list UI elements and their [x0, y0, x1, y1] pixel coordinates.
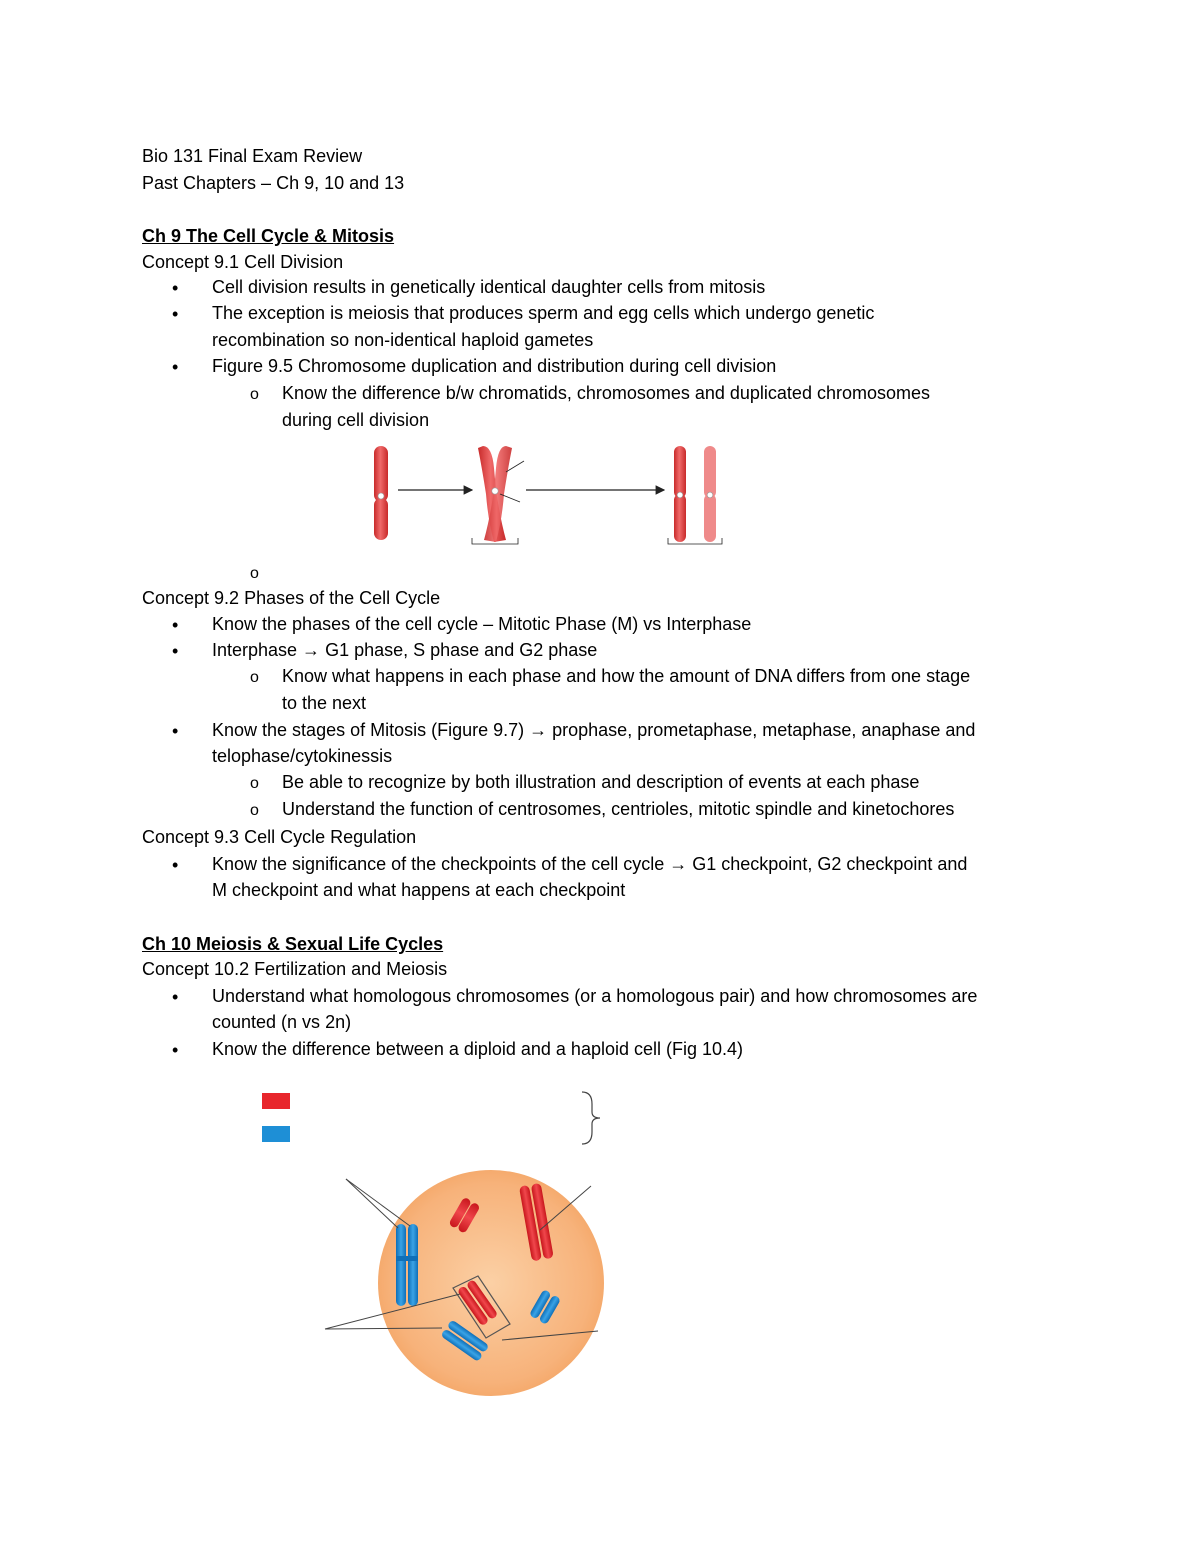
sub-bullet-text: Know what happens in each phase and how the amount of DNA differs from one stage: [282, 666, 971, 686]
bullet-text: Cell division results in genetically identical daughter cells from mitosis: [212, 277, 766, 297]
daughter-chromosomes: [674, 446, 716, 542]
figure-10-4-diploid-cell: [210, 1080, 770, 1400]
chapter-9-heading: Ch 9 The Cell Cycle & Mitosis: [142, 226, 395, 246]
bullet-text-continued: telophase/cytokinessis: [212, 746, 393, 766]
sub-bullet-icon: o: [250, 565, 259, 582]
bullet-text: Understand what homologous chromosomes (or a homologous pair) and how chromosomes are: [212, 986, 978, 1006]
sub-bullet-text-continued: during cell division: [282, 410, 430, 430]
bullet-text: Know the difference between a diploid and a haploid cell (Fig 10.4): [212, 1039, 744, 1059]
sub-bullet-text: Understand the function of centrosomes, centrioles, mitotic spindle and kinetochores: [282, 799, 955, 819]
concept-10-2-title: Concept 10.2 Fertilization and Meiosis: [142, 959, 448, 979]
bullet-icon: •: [172, 721, 179, 741]
concept-9-2-title: Concept 9.2 Phases of the Cell Cycle: [142, 588, 441, 608]
bullet-text: Know the significance of the checkpoints of the cell cycle → G1 checkpoint, G2 checkpoint and: [212, 854, 968, 874]
sub-bullet-icon: o: [250, 775, 259, 792]
sub-bullet-text: Know the difference b/w chromatids, chromosomes and duplicated chromosomes: [282, 383, 930, 403]
sub-bullet-text: Be able to recognize by both illustration and description of events at each phase: [282, 772, 920, 792]
bullet-icon: •: [172, 615, 179, 635]
bullet-text: The exception is meiosis that produces sperm and egg cells which undergo genetic: [212, 303, 875, 323]
concept-9-3-title: Concept 9.3 Cell Cycle Regulation: [142, 827, 417, 847]
key-brace: [582, 1092, 600, 1144]
figure-9-5-chromosome-duplication: [280, 428, 760, 580]
bullet-text: Know the phases of the cell cycle – Mitotic Phase (M) vs Interphase: [212, 614, 752, 634]
single-chromatid-chromosome: [374, 446, 388, 540]
bullet-icon: •: [172, 987, 179, 1007]
chapter-10-heading: Ch 10 Meiosis & Sexual Life Cycles: [142, 934, 444, 954]
bullet-text-continued: counted (n vs 2n): [212, 1012, 352, 1032]
sub-bullet-icon: o: [250, 386, 259, 403]
bullet-icon: •: [172, 641, 179, 661]
bullet-text: Figure 9.5 Chromosome duplication and distribution during cell division: [212, 356, 777, 376]
document-title: Bio 131 Final Exam Review: [142, 146, 363, 166]
sub-bullet-text-continued: to the next: [282, 693, 367, 713]
sub-bullet-icon: o: [250, 802, 259, 819]
bullet-icon: •: [172, 278, 179, 298]
paternal-swatch: [262, 1126, 290, 1142]
bullet-text: Interphase → G1 phase, S phase and G2 phase: [212, 640, 598, 660]
document-subtitle: Past Chapters – Ch 9, 10 and 13: [142, 173, 405, 193]
bullet-icon: •: [172, 1040, 179, 1060]
sub-bullet-icon: o: [250, 669, 259, 686]
duplicated-chromosome: [478, 446, 512, 542]
maternal-swatch: [262, 1093, 290, 1109]
bullet-icon: •: [172, 357, 179, 377]
bullet-text-continued: recombination so non-identical haploid gametes: [212, 330, 594, 350]
bullet-text: Know the stages of Mitosis (Figure 9.7) → prophase, prometaphase, metaphase, anaphase and: [212, 720, 976, 740]
concept-9-1-title: Concept 9.1 Cell Division: [142, 252, 344, 272]
bullet-text-continued: M checkpoint and what happens at each checkpoint: [212, 880, 626, 900]
bullet-icon: •: [172, 855, 179, 875]
bullet-icon: •: [172, 304, 179, 324]
